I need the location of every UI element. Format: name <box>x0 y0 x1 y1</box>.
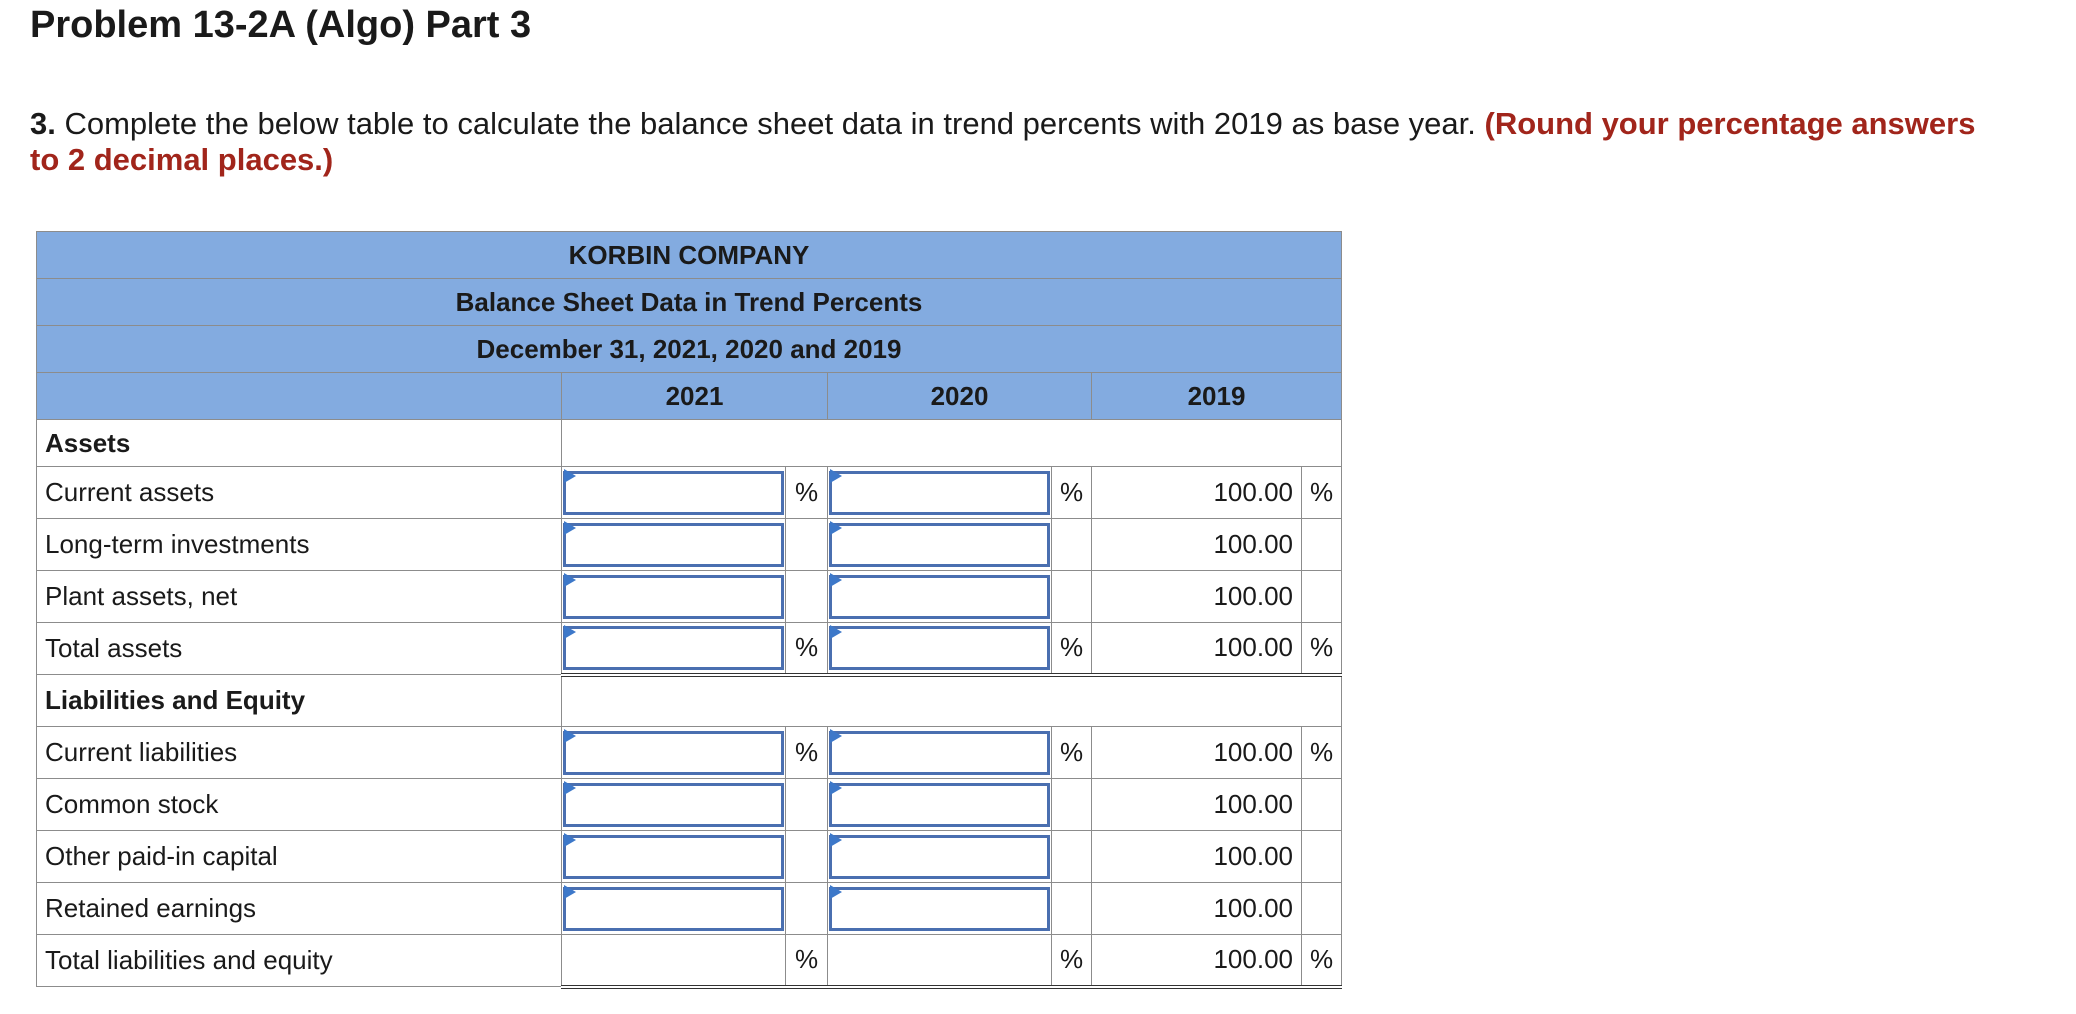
input-flag-icon <box>564 625 576 639</box>
input-flag-icon <box>830 781 842 795</box>
percent-sign: % <box>786 727 828 779</box>
retained-earnings-2021-input[interactable] <box>563 887 784 931</box>
total-liabilities-equity-2021-value <box>562 935 786 987</box>
percent-blank <box>1052 883 1092 935</box>
retained-earnings-2019-value: 100.00 <box>1092 883 1302 935</box>
plant-assets-2021-cell <box>562 571 786 623</box>
year-2019-header: 2019 <box>1092 373 1342 420</box>
percent-blank <box>1302 883 1342 935</box>
report-date: December 31, 2021, 2020 and 2019 <box>37 326 1342 373</box>
input-flag-icon <box>830 833 842 847</box>
row-label: Plant assets, net <box>37 571 562 623</box>
common-stock-2019-value: 100.00 <box>1092 779 1302 831</box>
input-flag-icon <box>564 833 576 847</box>
input-flag-icon <box>830 573 842 587</box>
long-term-investments-2021-cell <box>562 519 786 571</box>
row-label: Current assets <box>37 467 562 519</box>
input-flag-icon <box>564 573 576 587</box>
current-liabilities-2021-cell <box>562 727 786 779</box>
input-flag-icon <box>564 521 576 535</box>
current-assets-2019-value: 100.00 <box>1092 467 1302 519</box>
percent-blank <box>786 519 828 571</box>
company-name: KORBIN COMPANY <box>37 232 1342 279</box>
plant-assets-2021-input[interactable] <box>563 575 784 619</box>
trend-percent-table <box>36 231 1342 989</box>
report-title: Balance Sheet Data in Trend Percents <box>37 279 1342 326</box>
other-paid-in-capital-2020-cell <box>828 831 1052 883</box>
total-assets-2019-value: 100.00 <box>1092 623 1302 675</box>
current-assets-2020-input[interactable] <box>829 471 1050 515</box>
plant-assets-2020-cell <box>828 571 1052 623</box>
percent-blank <box>786 571 828 623</box>
percent-sign: % <box>786 623 828 675</box>
input-flag-icon <box>830 625 842 639</box>
percent-blank <box>1052 519 1092 571</box>
instructions <box>30 106 1990 178</box>
common-stock-2020-input[interactable] <box>829 783 1050 827</box>
input-flag-icon <box>564 729 576 743</box>
row-label: Long-term investments <box>37 519 562 571</box>
percent-sign: % <box>1302 727 1342 779</box>
plant-assets-2019-value: 100.00 <box>1092 571 1302 623</box>
total-liabilities-equity-2020-value <box>828 935 1052 987</box>
instruction-number: 3. <box>30 106 56 141</box>
page-title: Problem 13-2A (Algo) Part 3 <box>30 4 532 46</box>
percent-sign: % <box>1302 623 1342 675</box>
row-label: Total liabilities and equity <box>37 935 562 987</box>
percent-sign: % <box>1052 935 1092 987</box>
row-label: Common stock <box>37 779 562 831</box>
percent-blank <box>1052 571 1092 623</box>
percent-sign: % <box>1052 727 1092 779</box>
total-assets-2021-input[interactable] <box>563 626 784 670</box>
common-stock-2021-cell <box>562 779 786 831</box>
header-blank <box>37 373 562 420</box>
current-liabilities-2021-input[interactable] <box>563 731 784 775</box>
percent-sign: % <box>1052 623 1092 675</box>
other-paid-in-capital-2020-input[interactable] <box>829 835 1050 879</box>
percent-blank <box>786 779 828 831</box>
plant-assets-2020-input[interactable] <box>829 575 1050 619</box>
percent-sign: % <box>786 467 828 519</box>
percent-blank <box>1302 831 1342 883</box>
percent-sign: % <box>1302 935 1342 987</box>
total-assets-2020-input[interactable] <box>829 626 1050 670</box>
common-stock-2020-cell <box>828 779 1052 831</box>
current-liabilities-2020-input[interactable] <box>829 731 1050 775</box>
instruction-text: Complete the below table to calculate the balance sheet data in trend percents with 2019 as base year. <box>55 106 1485 141</box>
liabilities-section-spacer <box>562 675 1342 727</box>
row-label: Total assets <box>37 623 562 675</box>
retained-earnings-2020-cell <box>828 883 1052 935</box>
percent-blank <box>1302 519 1342 571</box>
input-flag-icon <box>564 781 576 795</box>
retained-earnings-2020-input[interactable] <box>829 887 1050 931</box>
current-liabilities-2019-value: 100.00 <box>1092 727 1302 779</box>
percent-sign: % <box>786 935 828 987</box>
other-paid-in-capital-2021-cell <box>562 831 786 883</box>
percent-blank <box>786 883 828 935</box>
total-liabilities-equity-2019-value: 100.00 <box>1092 935 1302 987</box>
total-assets-2021-cell <box>562 623 786 675</box>
assets-section-label: Assets <box>37 420 562 467</box>
other-paid-in-capital-2021-input[interactable] <box>563 835 784 879</box>
retained-earnings-2021-cell <box>562 883 786 935</box>
row-label: Other paid-in capital <box>37 831 562 883</box>
input-flag-icon <box>830 885 842 899</box>
common-stock-2021-input[interactable] <box>563 783 784 827</box>
input-flag-icon <box>830 729 842 743</box>
row-label: Current liabilities <box>37 727 562 779</box>
long-term-investments-2021-input[interactable] <box>563 523 784 567</box>
percent-blank <box>1302 571 1342 623</box>
year-2021-header: 2021 <box>562 373 828 420</box>
long-term-investments-2019-value: 100.00 <box>1092 519 1302 571</box>
other-paid-in-capital-2019-value: 100.00 <box>1092 831 1302 883</box>
input-flag-icon <box>564 885 576 899</box>
liabilities-section-label: Liabilities and Equity <box>37 675 562 727</box>
percent-blank <box>1302 779 1342 831</box>
long-term-investments-2020-input[interactable] <box>829 523 1050 567</box>
current-assets-2021-cell <box>562 467 786 519</box>
total-assets-2020-cell <box>828 623 1052 675</box>
percent-sign: % <box>1302 467 1342 519</box>
long-term-investments-2020-cell <box>828 519 1052 571</box>
current-assets-2021-input[interactable] <box>563 471 784 515</box>
year-2020-header: 2020 <box>828 373 1092 420</box>
input-flag-icon <box>830 521 842 535</box>
percent-sign: % <box>1052 467 1092 519</box>
instruction-hint: (Round your percentage answers to 2 decimal places.) <box>30 106 1976 177</box>
percent-blank <box>1052 779 1092 831</box>
current-liabilities-2020-cell <box>828 727 1052 779</box>
percent-blank <box>786 831 828 883</box>
current-assets-2020-cell <box>828 467 1052 519</box>
input-flag-icon <box>830 469 842 483</box>
input-flag-icon <box>564 469 576 483</box>
row-label: Retained earnings <box>37 883 562 935</box>
percent-blank <box>1052 831 1092 883</box>
assets-section-spacer <box>562 420 1342 467</box>
